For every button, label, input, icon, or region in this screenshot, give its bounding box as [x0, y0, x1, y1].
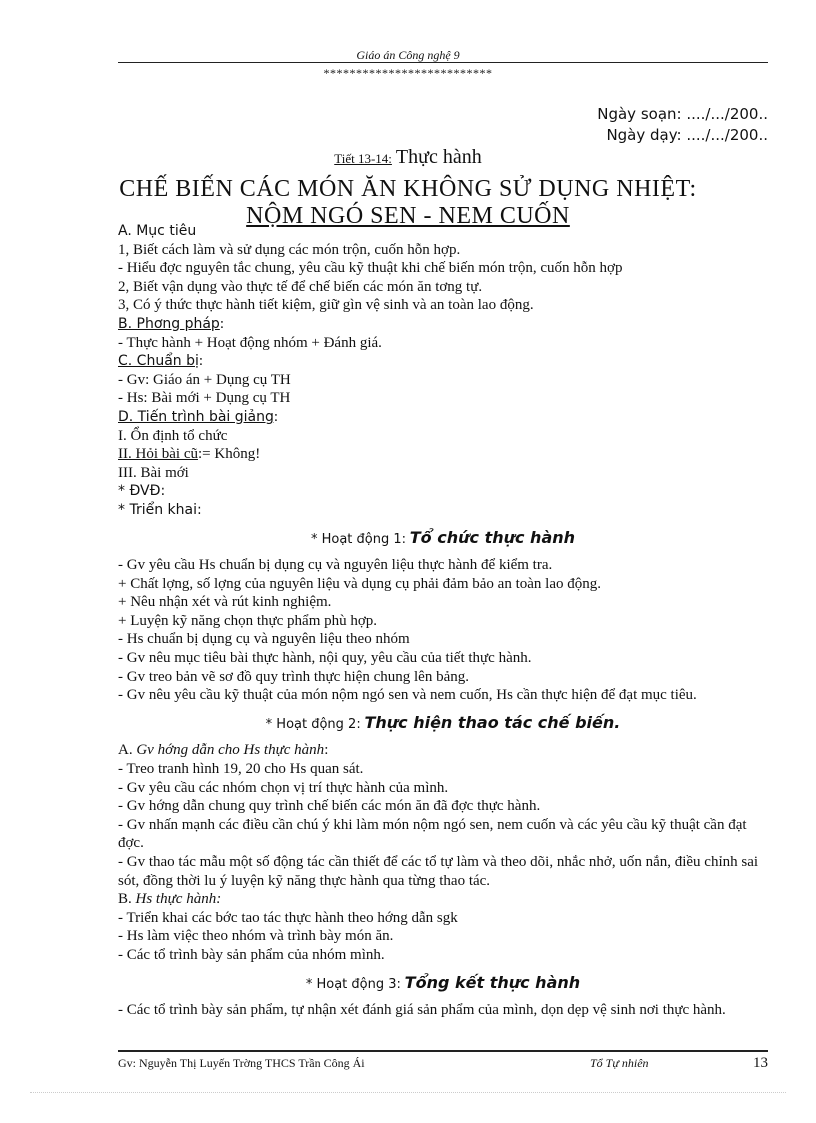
header-rule — [118, 62, 768, 63]
page-edge-dots — [30, 1092, 786, 1093]
header-stars: ************************** — [323, 66, 493, 80]
activity-3-title: Tổng kết thực hành — [404, 972, 581, 992]
activity-2-line: - Treo tranh hình 19, 20 cho Hs quan sát. — [118, 761, 364, 778]
section-a-heading: A. Mục tiêu — [118, 223, 197, 239]
section-b-heading: B. Phơng pháp — [118, 315, 220, 332]
prep-teacher: - Gv: Giáo án + Dụng cụ TH — [118, 371, 291, 388]
activity-2-b-line: - Triển khai các bớc tao tác thực hành theo hớng dẫn sgk — [118, 909, 458, 926]
section-d-colon: : — [273, 408, 279, 425]
activity-3-prefix: * Hoạt động 3: — [305, 976, 401, 992]
footer-teacher: Gv: Nguyễn Thị Luyến Trờng THCS Trần Công Ái — [118, 1056, 365, 1070]
activity-1-heading — [118, 529, 768, 550]
activity-2-line: - Gv thao tác mẫu một số động tác cần thiết để các tổ tự làm và theo dõi, nhắc nhở, uốn nắn, điều chỉnh sai sót, đồng thời lu ý luyện kỹ năng thực hành qua từng thao tác. — [118, 854, 759, 889]
activity-1-line: - Gv yêu cầu Hs chuẩn bị dụng cụ và nguyên liệu thực hành để kiểm tra. — [118, 557, 553, 574]
activity-1-line: + Luyện kỹ năng chọn thực phẩm phù hợp. — [118, 612, 378, 629]
date-prepared: Ngày soạn: ..../.../200.. — [597, 105, 768, 123]
main-title-line2: NỘM NGÓ SEN - NEM CUỐN — [246, 203, 570, 229]
lesson-title: Thực hành — [395, 146, 482, 168]
objective-4: 3, Có ý thức thực hành tiết kiệm, giữ gìn vệ sinh và an toàn lao động. — [118, 297, 534, 314]
objective-2: - Hiểu đợc nguyên tắc chung, yêu cầu kỹ thuật khi chế biến món trộn, cuốn hỗn hợp — [118, 260, 623, 277]
activity-1-line: - Hs chuẩn bị dụng cụ và nguyên liệu theo nhóm — [118, 631, 410, 648]
objective-1: 1, Biết cách làm và sử dụng các món trộn, cuốn hỗn hợp. — [118, 241, 461, 258]
sub-b-prefix: B. — [118, 891, 132, 908]
step-2-answer: := Không! — [197, 446, 261, 463]
sub-a-colon: : — [324, 742, 329, 759]
activity-2-heading — [118, 714, 768, 735]
activity-1-line: - Gv nêu mục tiêu bài thực hành, nội quy, yêu cầu của tiết thực hành. — [118, 650, 532, 667]
activity-1-line: - Gv treo bản vẽ sơ đồ quy trình thực hiện chung lên bảng. — [118, 668, 469, 685]
lesson-heading — [0, 146, 816, 169]
date-block — [597, 104, 768, 146]
activity-2-prefix: * Hoạt động 2: — [265, 716, 361, 732]
activity-1-line: + Chất lợng, số lợng của nguyên liệu và dụng cụ phải đảm bảo an toàn lao động. — [118, 575, 601, 592]
activity-2-title: Thực hiện thao tác chế biến. — [364, 712, 621, 732]
sub-b-title: Hs thực hành: — [135, 891, 222, 908]
section-b-colon: : — [219, 315, 224, 332]
activity-1-line: - Gv nêu yêu cầu kỹ thuật của món nộm ngó sen và nem cuốn, Hs cần thực hiện để đạt mục tiêu. — [118, 687, 697, 704]
activity-1-title: Tổ chức thực hành — [409, 527, 576, 547]
activity-2-b-line: - Các tổ trình bày sản phẩm của nhóm mình. — [118, 946, 385, 963]
step-3: III. Bài mới — [118, 464, 189, 481]
lesson-body — [118, 222, 768, 1020]
step-1: I. Ổn định tổ chức — [118, 427, 228, 444]
page-number: 13 — [753, 1055, 768, 1071]
section-c-heading: C. Chuẩn bị — [118, 353, 199, 370]
date-taught: Ngày dạy: ..../.../200.. — [606, 126, 768, 144]
section-d-heading: D. Tiến trình bài giảng — [118, 408, 274, 425]
activity-2-line: - Gv nhấn mạnh các điều cần chú ý khi làm món nộm ngó sen, nem cuốn và các yêu cầu kỹ thuật cần đạt đợc. — [118, 816, 747, 852]
step-trien-khai: * Triển khai: — [118, 501, 202, 518]
step-2: II. Hỏi bài cũ — [118, 446, 198, 463]
sub-a-prefix: A. — [118, 742, 133, 759]
lesson-label: Tiết 13-14: — [334, 151, 392, 166]
footer-group: Tổ Tự nhiên — [590, 1056, 649, 1070]
activity-3-heading — [118, 974, 768, 995]
section-c-colon: : — [198, 353, 204, 370]
header-title: Giáo án Công nghệ 9 — [356, 48, 460, 62]
activity-2-line: - Gv yêu cầu các nhóm chọn vị trí thực hành của mình. — [118, 779, 449, 796]
method-line: - Thực hành + Hoạt động nhóm + Đánh giá. — [118, 334, 382, 351]
footer-rule — [118, 1050, 768, 1052]
prep-student: - Hs: Bài mới + Dụng cụ TH — [118, 390, 291, 407]
activity-3-line: - Các tổ trình bày sản phẩm, tự nhận xét đánh giá sản phẩm của mình, dọn dẹp vệ sinh nơi thực hành. — [118, 1002, 726, 1019]
sub-a-title: Gv hớng dẫn cho Hs thực hành — [136, 742, 325, 759]
activity-2-b-line: - Hs làm việc theo nhóm và trình bày món ăn. — [118, 928, 394, 945]
step-dvd: * ĐVĐ: — [118, 483, 166, 500]
objective-3: 2, Biết vận dụng vào thực tế để chế biến các món ăn tơng tự. — [118, 278, 483, 295]
activity-1-prefix: * Hoạt động 1: — [310, 531, 407, 547]
activity-1-line: + Nêu nhận xét và rút kinh nghiệm. — [118, 594, 332, 611]
main-title-line1: CHẾ BIẾN CÁC MÓN ĂN KHÔNG SỬ DỤNG NHIỆT: — [119, 176, 697, 202]
activity-2-line: - Gv hớng dẫn chung quy trình chế biến các món ăn đã đợc thực hành. — [118, 798, 541, 815]
